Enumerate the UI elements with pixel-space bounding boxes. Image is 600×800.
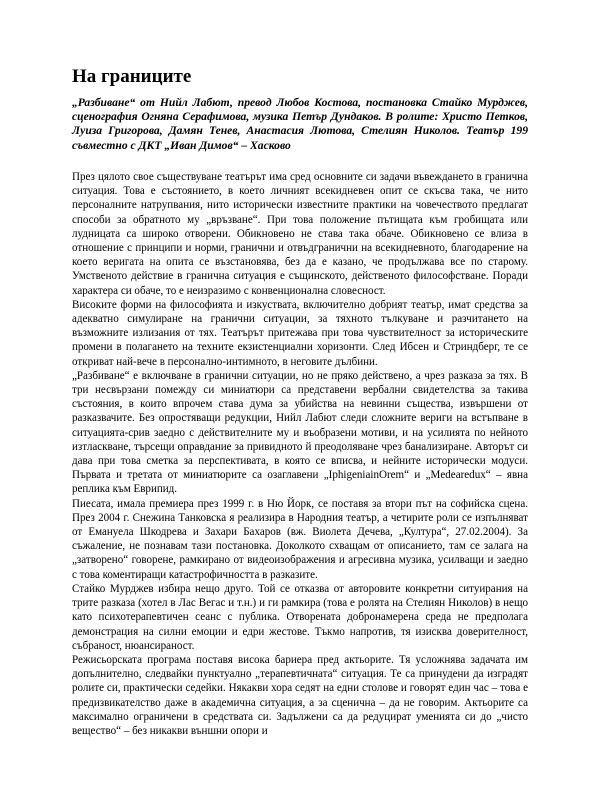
- article-title: На границите: [72, 66, 192, 87]
- paragraph: Режисьорската програма поставя висока бариера пред актьорите. Тя усложнява задачата им допълнително, следвайки пунктуално „терапевтичната“ ситуация. Те са принудени да изградят ролите си, практически седейки. Някакви хора седят на едни столове и говорят един час – това е предизвикателство даже в академична ситуация, а за сценична – да не говорим. Актьорите са максимално ограничени в средствата си. Задължени са да редуцират уменията си до „чисто вещество“ – без никакви външни опори и: [72, 653, 528, 737]
- paragraph: Високите форми на философията и изкуствата, включително добрият театър, имат средства за адекватно симулиране на гранични ситуации, за тяхното тълкуване и разчитането на възможните излизания от тях. Театърът притежава при това чувствителност за историческите промени в полагането на техните екзистенциални хоризонти. След Ибсен и Стриндберг, те се откриват най-вече в персонално-интимното, в неговите дълбини.: [72, 298, 528, 368]
- paragraph: Стайко Мурджев избира нещо друго. Той се отказва от авторовите конкретни ситуирания на трите разказа (хотел в Лас Вегас и т.н.) и ги рамкира (това е ролята на Стелиян Николов) в нещо като психотерапевтичен сеанс с публика. Отворената добронамерена среда не предполага демонстрация на силни емоции и едри жестове. Тъкмо напротив, тя изисква доверителност, събраност, нюансираност.: [72, 582, 528, 652]
- paragraph: Пиесата, имала премиера през 1999 г. в Ню Йорк, се поставя за втори път на софийска сцена. През 2004 г. Снежина Танковска я реализира в Народния театър, а четирите роли се изпълняват от Емануела Шкодрева и Захари Бахаров (вж. Виолета Дечева, „Култура“, 27.02.2004). За съжаление, не познавам тази постановка. Доколкото схващам от описанието, там се залага на „затворено“ говорене, рамкирано от видеоизображения и агресивна музика, усилващи и заедно с това коментиращи катастрофичността в разказите.: [72, 497, 528, 581]
- article-body: [72, 170, 528, 738]
- paragraph: През цялото свое съществуване театърът има сред основните си задачи въвеждането в гранична ситуация. Това е състоянието, в което личният всекидневен опит се скъсва така, че нито персоналните натрупвания, нито исторически известните практики на човечеството предлагат способи за обратното му „връзване“. При това положение пътищата към гробищата или лудницата са широко отворени. Обикновено не става така обаче. Обикновено се влиза в отношение с принципи и норми, гранични и отвъдгранични на всекидневното, благодарение на което веригата на опита се възстановява, без да е казано, че продължава все по старому. Умственото действие в гранична ситуация е същинското, действеното философстване. Поради характера си обаче, то е неизразимо с конвенционална словесност.: [72, 171, 528, 297]
- article-subtitle: „Разбиване“ от Нийл Лабют, превод Любов Костова, постановка Стайко Мурджев, сценография Огняна Серафимова, музика Петър Дундаков. В ролите: Христо Петков, Луиза Григорова, Дамян Тенев, Анастасия Лютова, Стелиян Николов. Театър 199 съвместно с ДКТ „Иван Димов“ – Хасково: [72, 96, 528, 152]
- paragraph: „Разбиване“ е включване в гранични ситуации, но не пряко действено, а чрез разказа за тях. В три несвързани помежду си миниатюри са представени вербални свидетелства за такива състояния, в които впрочем става дума за убийства на невинни същества, извършени от разказвачите. Без опростяващи редукции, Нийл Лабют следи сложните вериги на встъпване в ситуацията-срив заедно с действителните му и въобразени мотиви, и на усилията по нейното изтласкване, търсещи оправдание за привидното й преодоляване чрез банализиране. Авторът си дава при това сметка за перспективата, в която се вписва, и нейните исторически модуси. Първата и третата от миниатюрите са озаглавени „IphigeniainOrem“ и „Medearedux“ – явна реплика към Еврипид.: [72, 369, 528, 496]
